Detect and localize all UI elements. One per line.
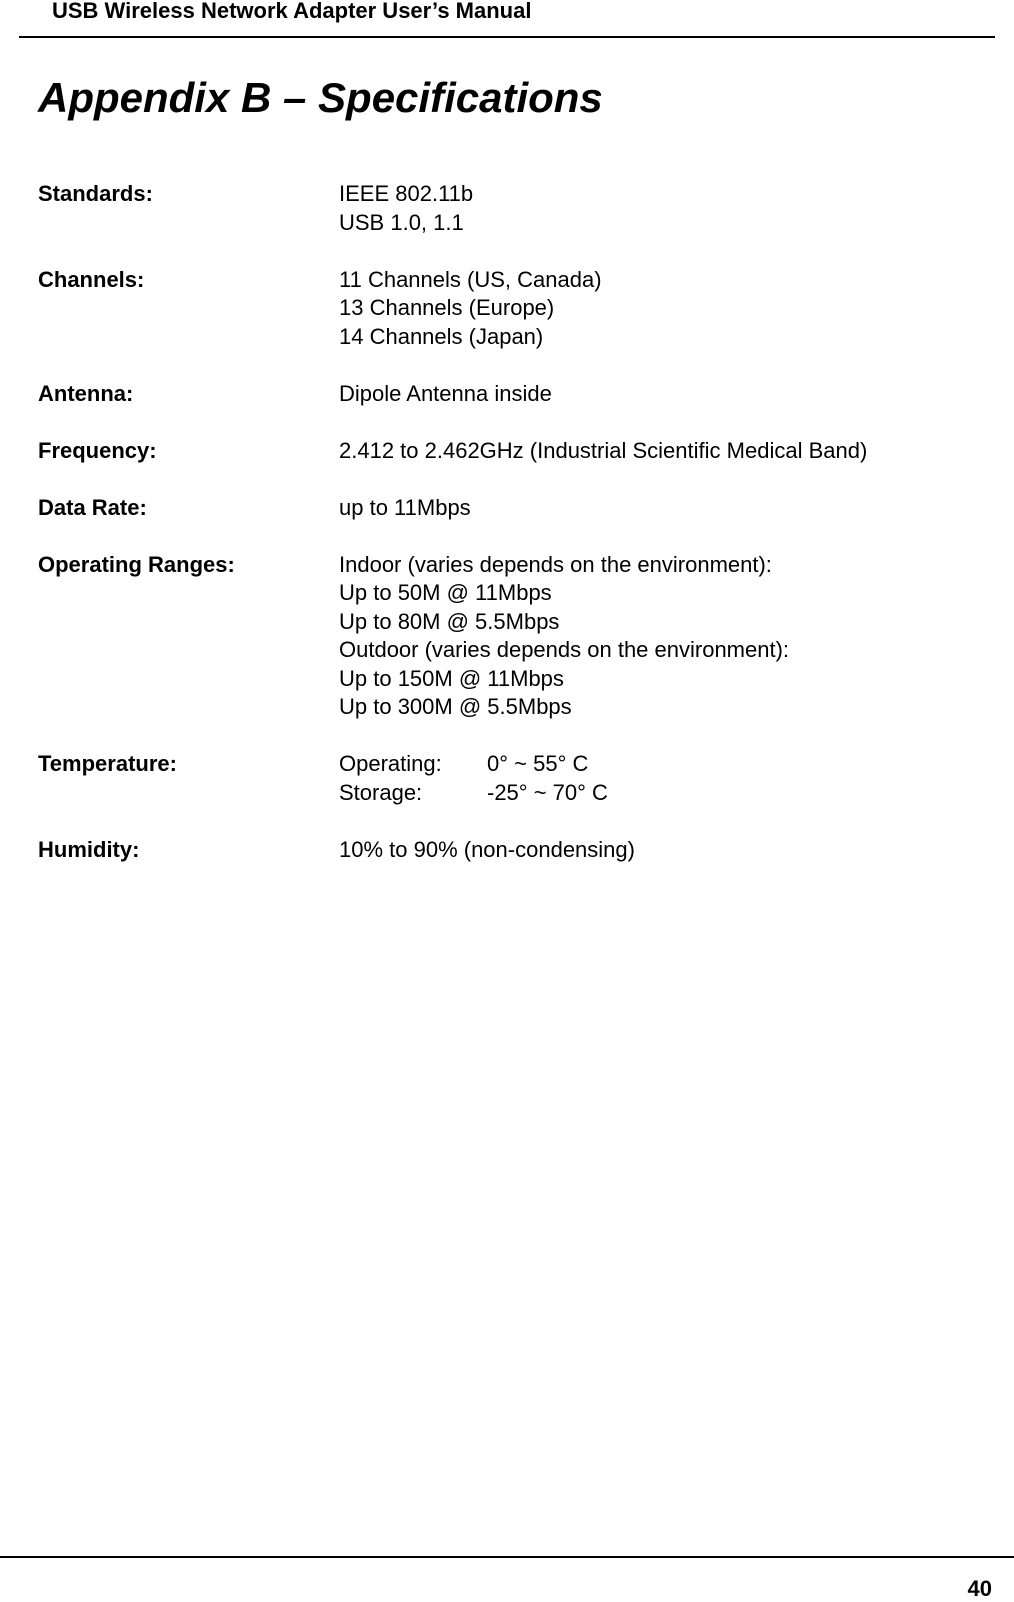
spec-channels — [38, 266, 998, 352]
page-title: Appendix B – Specifications — [38, 74, 603, 121]
spec-label: Operating Ranges: — [38, 551, 235, 577]
temperature-row — [339, 779, 998, 808]
spec-values — [339, 750, 998, 807]
header-rule — [19, 36, 995, 38]
spec-value: 14 Channels (Japan) — [339, 323, 544, 349]
spec-value: IEEE 802.11b — [339, 181, 474, 206]
spec-label: Humidity: — [38, 836, 140, 862]
spec-antenna — [38, 380, 998, 409]
spec-value: 11 Channels (US, Canada) — [339, 266, 602, 292]
spec-value: 10% to 90% (non-condensing) — [339, 836, 635, 862]
spec-label: Frequency: — [38, 437, 157, 463]
temperature-kind: Operating: — [339, 751, 442, 776]
spec-label: Standards: — [38, 181, 153, 206]
temperature-range: 0° ~ 55° C — [487, 751, 589, 776]
spec-values — [339, 836, 998, 865]
spec-value: up to 11Mbps — [339, 494, 471, 520]
spec-operating-ranges — [38, 551, 998, 722]
spec-values — [339, 494, 998, 523]
spec-value: Up to 150M @ 11Mbps — [339, 665, 564, 691]
spec-value: 13 Channels (Europe) — [339, 295, 555, 320]
spec-label: Data Rate: — [38, 494, 147, 520]
spec-frequency — [38, 437, 998, 466]
spec-values — [339, 380, 998, 409]
spec-humidity — [38, 836, 998, 865]
spec-value: USB 1.0, 1.1 — [339, 209, 464, 235]
spec-value: Up to 300M @ 5.5Mbps — [339, 694, 572, 719]
spec-label: Channels: — [38, 266, 145, 292]
spec-values — [339, 437, 998, 466]
page-number: 40 — [967, 1576, 992, 1601]
spec-data-rate — [38, 494, 998, 523]
spec-value: Indoor (varies depends on the environment): — [339, 551, 772, 577]
running-header: USB Wireless Network Adapter User’s Manual — [52, 0, 532, 23]
temperature-row — [339, 750, 998, 779]
footer-rule — [0, 1556, 1014, 1558]
temperature-range: -25° ~ 70° C — [487, 779, 608, 805]
spec-label: Temperature: — [38, 751, 177, 776]
temperature-kind: Storage: — [339, 779, 423, 805]
specifications-list — [38, 180, 998, 893]
spec-values — [339, 180, 998, 237]
spec-value: Dipole Antenna inside — [339, 380, 552, 406]
spec-value: 2.412 to 2.462GHz (Industrial Scientific Medical Band) — [339, 437, 868, 463]
spec-values — [339, 551, 998, 722]
spec-standards — [38, 180, 998, 237]
spec-value: Up to 80M @ 5.5Mbps — [339, 608, 560, 634]
spec-label: Antenna: — [38, 380, 134, 406]
spec-values — [339, 266, 998, 352]
spec-value: Outdoor (varies depends on the environment): — [339, 637, 790, 662]
spec-temperature — [38, 750, 998, 807]
spec-value: Up to 50M @ 11Mbps — [339, 580, 552, 605]
